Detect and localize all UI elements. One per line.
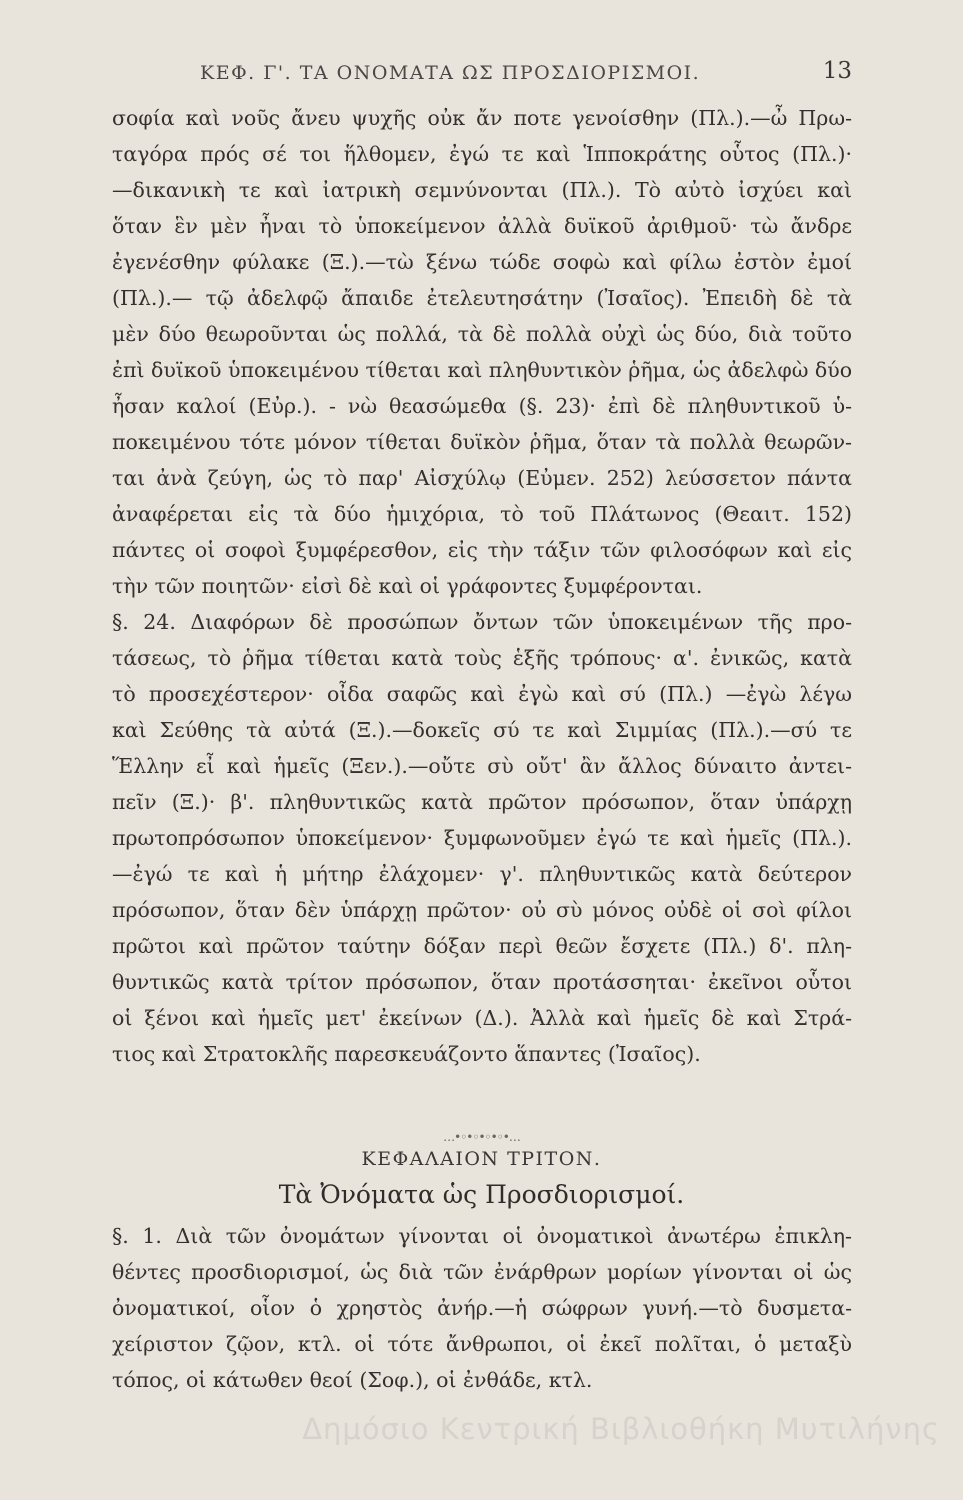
- chapter-heading: ΚΕΦΑΛΑΙΟΝ ΤΡΙΤΟΝ.: [361, 1148, 602, 1170]
- text-line: πρόσωπον, ὅταν δὲν ὑπάρχῃ πρῶτον· οὐ σὺ μόνος οὐδὲ οἱ σοὶ φίλοι: [112, 898, 852, 922]
- text-line: μὲν δύο θεωροῦνται ὡς πολλά, τὰ δὲ πολλὰ οὐχὶ ὡς δύο, διὰ τοῦτο: [112, 322, 852, 346]
- chapter-subtitle: Τὰ Ὀνόματα ὡς Προσδιορισμοί.: [278, 1180, 685, 1209]
- text-line: οἱ ξένοι καὶ ἡμεῖς μετ' ἐκείνων (Δ.). Ἀλλὰ καὶ ἡμεῖς δὲ καὶ Στρά-: [112, 1006, 852, 1030]
- text-line: ὅταν ἓν μὲν ἦναι τὸ ὑποκείμενον ἀλλὰ δυϊκοῦ ἀριθμοῦ· τὼ ἄνδρε: [112, 214, 852, 238]
- section-ornament: …•◦•◦•◦•◦•…: [443, 1130, 520, 1144]
- text-line: ταγόρα πρός σέ τοι ἥλθομεν, ἐγώ τε καὶ Ἱπποκράτης οὗτος (Πλ.)·: [112, 142, 852, 166]
- text-line: ἐπὶ δυϊκοῦ ὑποκειμένου τίθεται καὶ πληθυντικὸν ῥῆμα, ὡς ἀδελφὼ δύο: [112, 358, 852, 382]
- text-line: πάντες οἱ σοφοὶ ξυμφέρεσθον, εἰς τὴν τάξιν τῶν φιλοσόφων καὶ εἰς: [112, 538, 852, 562]
- text-line: ἀναφέρεται εἰς τὰ δύο ἡμιχόρια, τὸ τοῦ Πλάτωνος (Θεαιτ. 152): [112, 502, 852, 526]
- running-header: [160, 58, 860, 94]
- text-line: Ἕλλην εἶ καὶ ἡμεῖς (Ξεν.).—οὔτε σὺ οὔτ' ἂν ἄλλος δύναιτο ἀντει-: [112, 754, 852, 778]
- text-line: τιος καὶ Στρατοκλῆς παρεσκευάζοντο ἅπαντες (Ἰσαῖος).: [112, 1042, 701, 1066]
- text-line: (Πλ.).— τῷ ἀδελφῷ ἄπαιδε ἐτελευτησάτην (Ἰσαῖος). Ἐπειδὴ δὲ τὰ: [112, 286, 852, 310]
- text-line: §. 24. Διαφόρων δὲ προσώπων ὄντων τῶν ὑποκειμένων τῆς προ-: [112, 610, 852, 634]
- chapter-text-block: [112, 1218, 852, 1398]
- text-line: πρῶτοι καὶ πρῶτον ταύτην δόξαν περὶ θεῶν ἔσχετε (Πλ.) δ'. πλη-: [112, 934, 852, 958]
- page-number: 13: [822, 58, 852, 84]
- text-line: §. 1. Διὰ τῶν ὀνομάτων γίνονται οἱ ὀνοματικοὶ ἀνωτέρω ἐπικλη-: [112, 1224, 852, 1248]
- text-line: ὀνοματικοί, οἷον ὁ χρηστὸς ἀνήρ.—ἡ σώφρων γυνή.—τὸ δυσμετα-: [112, 1296, 852, 1320]
- text-line: καὶ Σεύθης τὰ αὐτά (Ξ.).—δοκεῖς σύ τε καὶ Σιμμίας (Πλ.).—σύ τε: [112, 718, 852, 742]
- text-line: ποκειμένου τότε μόνον τίθεται δυϊκὸν ῥῆμα, ὅταν τὰ πολλὰ θεωρῶν-: [112, 430, 852, 454]
- text-line: πεῖν (Ξ.)· β'. πληθυντικῶς κατὰ πρῶτον πρόσωπον, ὅταν ὑπάρχῃ: [112, 790, 852, 814]
- main-text-block: [112, 100, 852, 1072]
- library-watermark: Δημόσιο Κεντρική Βιβλιοθήκη Μυτιλήνης: [302, 1412, 940, 1446]
- text-line: —δικανικὴ τε καὶ ἰατρικὴ σεμνύνονται (Πλ.). Τὸ αὐτὸ ἰσχύει καὶ: [112, 178, 852, 202]
- text-line: σοφία καὶ νοῦς ἄνευ ψυχῆς οὐκ ἄν ποτε γενοίσθην (Πλ.).—ὦ Πρω-: [112, 106, 852, 130]
- text-line: ται ἀνὰ ζεύγη, ὡς τὸ παρ' Αἰσχύλῳ (Εὐμεν. 252) λεύσσετον πάντα: [112, 466, 852, 490]
- running-head-title: ΚΕΦ. Γ'. ΤΑ ΟΝΟΜΑΤΑ ΩΣ ΠΡΟΣΔΙΟΡΙΣΜΟΙ.: [200, 62, 701, 84]
- text-line: τάσεως, τὸ ῥῆμα τίθεται κατὰ τοὺς ἑξῆς τρόπους· α'. ἐνικῶς, κατὰ: [112, 646, 852, 670]
- text-line: πρωτοπρόσωπον ὑποκείμενον· ξυμφωνοῦμεν ἐγώ τε καὶ ἡμεῖς (Πλ.).: [112, 826, 852, 850]
- text-line: θυντικῶς κατὰ τρίτον πρόσωπον, ὅταν προτάσσηται· ἐκεῖνοι οὗτοι: [112, 970, 852, 994]
- text-line: χείριστον ζῷον, κτλ. οἱ τότε ἄνθρωποι, οἱ ἐκεῖ πολῖται, ὁ μεταξὺ: [112, 1332, 852, 1356]
- text-line: τὸ προσεχέστερον· οἶδα σαφῶς καὶ ἐγὼ καὶ σύ (Πλ.) —ἐγὼ λέγω: [112, 682, 852, 706]
- text-line: θέντες προσδιορισμοί, ὡς διὰ τῶν ἐνάρθρων μορίων γίνονται οἱ ὡς: [112, 1260, 852, 1284]
- text-line: ἦσαν καλοί (Εὐρ.). - νὼ θεασώμεθα (§. 23)· ἐπὶ δὲ πληθυντικοῦ ὑ-: [112, 394, 852, 418]
- text-line: —ἐγώ τε καὶ ἡ μήτηρ ἐλάχομεν· γ'. πληθυντικῶς κατὰ δεύτερον: [112, 862, 852, 886]
- text-line: τόπος, οἱ κάτωθεν θεοί (Σοφ.), οἱ ἐνθάδε, κτλ.: [112, 1368, 593, 1392]
- text-line: τὴν τῶν ποιητῶν· εἰσὶ δὲ καὶ οἱ γράφοντες ξυμφέρονται.: [112, 574, 703, 598]
- text-line: ἐγενέσθην φύλακε (Ξ.).—τὼ ξένω τώδε σοφὼ καὶ φίλω ἐστὸν ἐμοί: [112, 250, 852, 274]
